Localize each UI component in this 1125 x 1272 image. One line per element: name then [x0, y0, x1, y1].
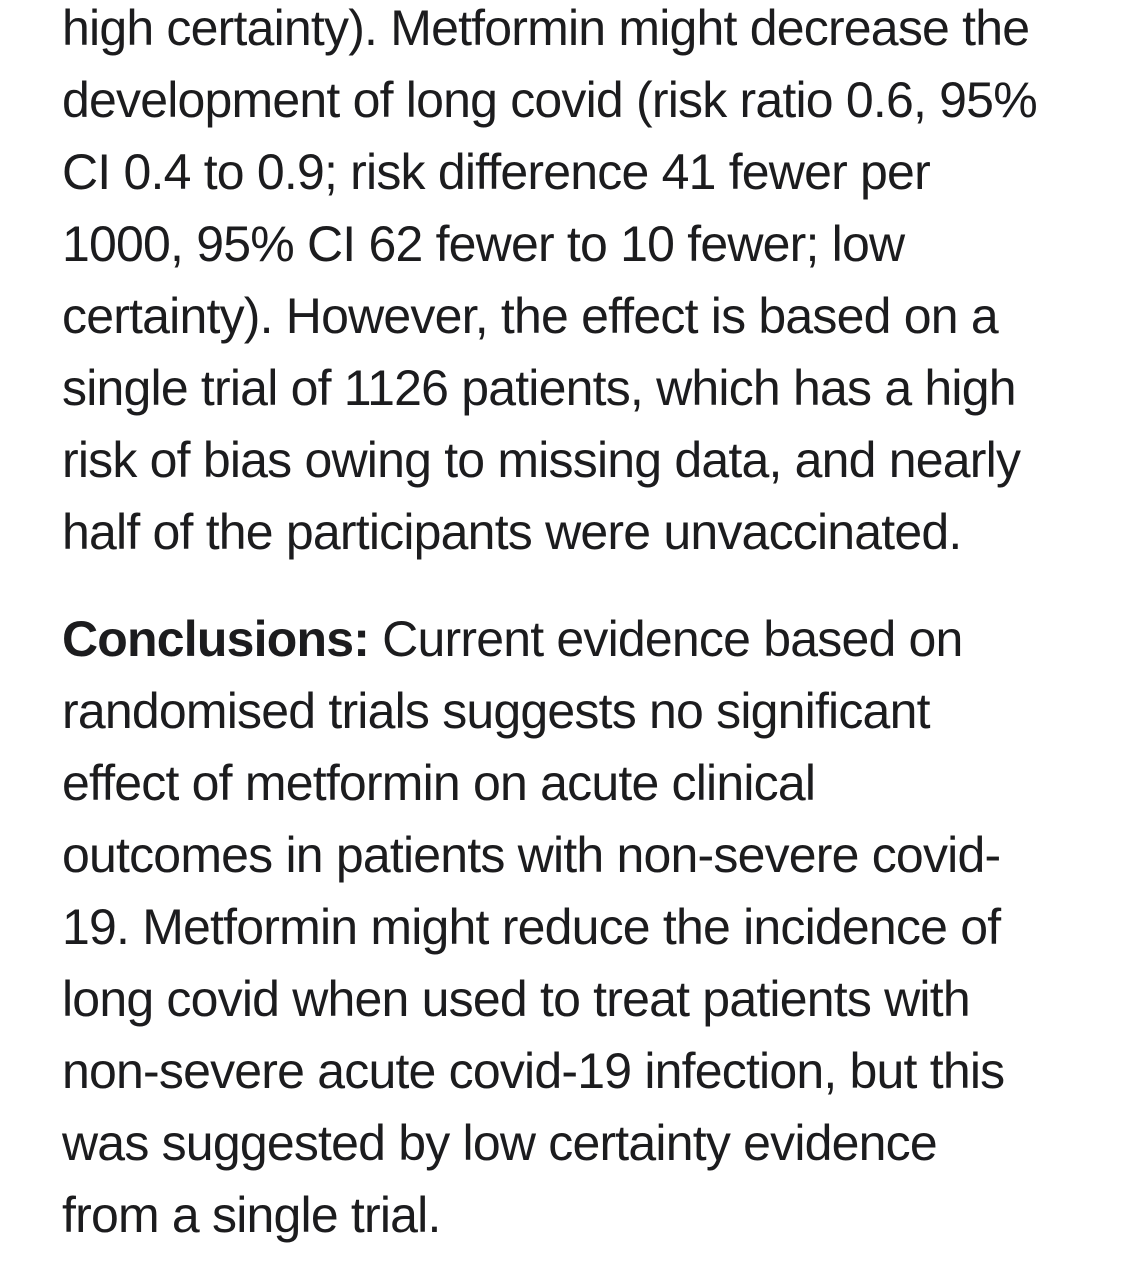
abstract-paragraph [62, 603, 1105, 1251]
text-line: outcomes in patients with non-severe covid- [62, 827, 1001, 883]
text-line: half of the participants were unvaccinated. [62, 504, 962, 560]
text-line: certainty). However, the effect is based on a [62, 288, 998, 344]
abstract-paragraph [62, 0, 1105, 568]
text-line: long covid when used to treat patients with [62, 971, 970, 1027]
text-line: effect of metformin on acute clinical [62, 755, 816, 811]
abstract-text [62, 0, 1105, 1251]
text-line: randomised trials suggests no significant [62, 683, 930, 739]
text-line: from a single trial. [62, 1187, 441, 1243]
text-line: development of long covid (risk ratio 0.6, 95% [62, 72, 1037, 128]
text-line: CI 0.4 to 0.9; risk difference 41 fewer per [62, 144, 930, 200]
text-line-segment: Current evidence based on [382, 611, 963, 667]
text-line: 19. Metformin might reduce the incidence of [62, 899, 1001, 955]
section-heading-inline: Conclusions: [62, 611, 370, 667]
text-line: was suggested by low certainty evidence [62, 1115, 937, 1171]
text-line: single trial of 1126 patients, which has a high [62, 360, 1016, 416]
text-line: high certainty). Metformin might decrease the [62, 0, 1030, 56]
text-line: 1000, 95% CI 62 fewer to 10 fewer; low [62, 216, 905, 272]
text-line: non-severe acute covid-19 infection, but this [62, 1043, 1005, 1099]
text-line [62, 603, 1105, 675]
text-line: risk of bias owing to missing data, and nearly [62, 432, 1021, 488]
